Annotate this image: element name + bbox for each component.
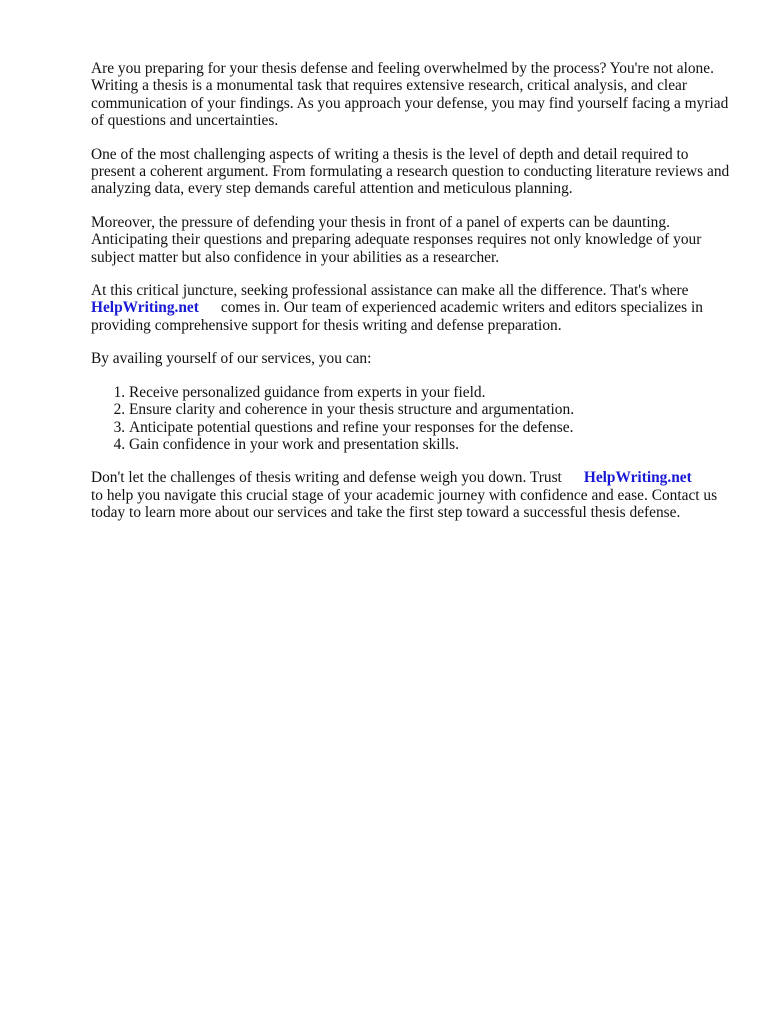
list-item: 2. Ensure clarity and coherence in your thesis structure and argumentation. xyxy=(129,401,731,418)
paragraph-challenges: One of the most challenging aspects of writing a thesis is the level of depth and detail required to present a coherent argument. From formulating a research question to conducting literature reviews and analyzing data, every step demands careful attention and meticulous planning. xyxy=(91,145,730,198)
paragraph-closing-text-start: Don't let the challenges of thesis writing and defense weigh you down. Trust xyxy=(91,469,562,487)
paragraph-assistance-text-start: At this critical juncture, seeking professional assistance can make all the difference. That's where xyxy=(91,282,689,300)
paragraph-closing-text-end: to help you navigate this crucial stage of your academic journey with confidence and ease. Contact us today to learn more about our services and take the first step toward a successful thesis defense. xyxy=(91,486,718,522)
paragraph-intro: Are you preparing for your thesis defense and feeling overwhelmed by the process? You're not alone. Writing a thesis is a monumental task that requires extensive research, critical analysis, and clear communication of your findings. As you approach your defense, you may find yourself facing a myriad of questions and uncertainties. xyxy=(91,60,729,130)
services-list xyxy=(91,384,731,454)
helpwriting-link-closing[interactable]: HelpWriting.net xyxy=(583,469,692,487)
list-item: 4. Gain confidence in your work and presentation skills. xyxy=(129,436,731,453)
paragraph-pressure: Moreover, the pressure of defending your thesis in front of a panel of experts can be daunting. Anticipating their questions and preparing adequate responses requires not only knowledge of your subject matter but also confidence in your abilities as a researcher. xyxy=(91,213,702,266)
document-body xyxy=(91,60,731,538)
list-item: 1. Receive personalized guidance from experts in your field. xyxy=(129,384,731,401)
list-item: 3. Anticipate potential questions and refine your responses for the defense. xyxy=(129,419,731,436)
helpwriting-link[interactable]: HelpWriting.net xyxy=(91,299,199,317)
paragraph-assistance xyxy=(91,282,731,334)
paragraph-assistance-text-end: comes in. Our team of experienced academic writers and editors specializes in providing comprehensive support for thesis writing and defense preparation. xyxy=(91,299,703,334)
paragraph-services-intro: By availing yourself of our services, you can: xyxy=(91,350,372,368)
paragraph-closing xyxy=(91,469,731,521)
